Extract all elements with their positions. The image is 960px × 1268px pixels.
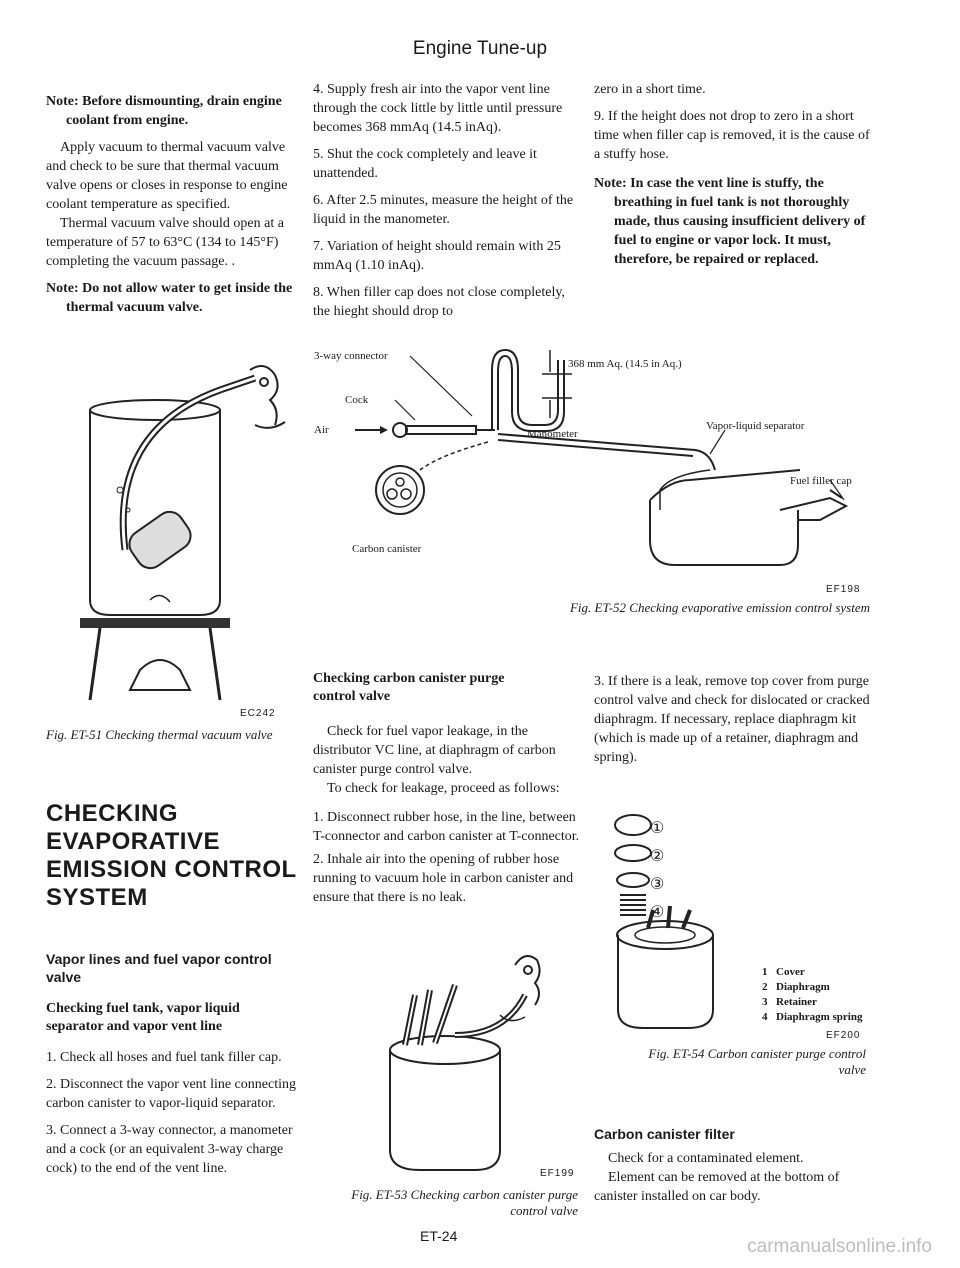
step-2-inhale-air: 2. Inhale air into the opening of rubber hose running to vacuum hole in carbon canister and ensure that there is no leak. [313, 852, 574, 905]
figure-caption-et54: Fig. ET-54 Carbon canister purge control valve [648, 1046, 866, 1077]
page-header-title: Engine Tune-up [412, 38, 548, 59]
parts-legend [762, 965, 863, 1025]
figure-caption-et51: Fig. ET-51 Checking thermal vacuum valve [46, 727, 273, 742]
label-carbon-canister: Carbon canister [352, 543, 422, 555]
step-3-leak-remove-cover: 3. If there is a leak, remove top cover from purge control valve and check for dislocated or cracked diaphragm. If necessary, replace diaphragm kit (which is made up of a retainer, diaphragm and spring). [594, 674, 870, 765]
step-8-filler-cap: 8. When filler cap does not close completely, the hieght should drop to [313, 285, 565, 319]
label-cock: Cock [345, 394, 369, 406]
step-7-variation: 7. Variation of height should remain with 25 mmAq (1.10 inAq). [313, 239, 561, 273]
column-right-bottom [594, 1125, 870, 1214]
subheading-vapor-lines: Vapor lines and fuel vapor control valve [46, 951, 272, 985]
figure-code-ec242: EC242 [240, 708, 276, 719]
label-manometer: Manometer [527, 428, 578, 440]
legend-item-diaphragm-spring: 4 Diaphragm spring [762, 1011, 863, 1023]
figure-code-ef199: EF199 [540, 1168, 575, 1179]
paragraph-element-removal: Element can be removed at the bottom of canister installed on car body. [594, 1170, 840, 1204]
step-2-disconnect: 2. Disconnect the vapor vent line connecting carbon canister to vapor-liquid separator. [46, 1077, 296, 1111]
figure-thermal-vacuum-valve [50, 370, 300, 700]
callout-1: ① [650, 820, 665, 837]
step-5-shut-cock: 5. Shut the cock completely and leave it unattended. [313, 147, 537, 181]
figure-code-ef200: EF200 [826, 1030, 861, 1041]
callout-3: ③ [650, 876, 665, 893]
legend-item-diaphragm: 2 Diaphragm [762, 981, 830, 993]
figure-caption-et53: Fig. ET-53 Checking carbon canister purge control valve [351, 1187, 578, 1218]
column-right-lower [594, 672, 870, 775]
callouts-parts [650, 815, 690, 927]
step-1-disconnect-rubber-hose: 1. Disconnect rubber hose, in the line, between T-connector and carbon canister at T-connector. [313, 810, 580, 844]
label-fuel-filler-cap: Fuel filler cap [790, 475, 852, 487]
subheading-checking-fuel-tank: Checking fuel tank, vapor liquid separator and vapor vent line [46, 1001, 240, 1034]
label-pressure-368: 368 mm Aq. (14.5 in Aq.) [568, 358, 682, 370]
step-4-supply-air: 4. Supply fresh air into the vapor vent line through the cock little by little until pressure becomes 368 mmAq (14.5 inAq). [313, 82, 563, 135]
watermark: carmanualsonline.info [747, 1236, 932, 1257]
note-drain-coolant: Note: Before dismounting, drain engine coolant from engine. [46, 94, 282, 128]
paragraph-proceed: To check for leakage, proceed as follows: [327, 781, 560, 796]
figure-checking-canister [375, 955, 545, 1175]
label-3way-connector: 3-way connector [314, 350, 388, 362]
legend-item-cover: 1 Cover [762, 966, 805, 978]
label-air: Air [314, 424, 329, 436]
callout-4: ④ [650, 904, 665, 921]
paragraph-valve-open-temp: Thermal vacuum valve should open at a temperature of 57 to 63°C (134 to 145°F) completing the vacuum passage. . [46, 216, 284, 269]
section-title-text: CHECKING EVAPORATIVE EMISSION CONTROL SYSTEM [46, 800, 297, 911]
figure-code-ef198: EF198 [826, 584, 861, 595]
step-6-measure: 6. After 2.5 minutes, measure the height of the liquid in the manometer. [313, 193, 574, 227]
legend-item-retainer: 3 Retainer [762, 996, 817, 1008]
column-left-lower [46, 950, 298, 1186]
paragraph-fuel-vapor-leakage: Check for fuel vapor leakage, in the distributor VC line, at diaphragm of carbon canister purge control valve. [313, 724, 556, 777]
label-vapor-liquid-separator: Vapor-liquid separator [706, 420, 805, 432]
step-9-height-drop: 9. If the height does not drop to zero in a short time when filler cap is removed, it is the cause of a stuffy hose. [594, 109, 870, 162]
column-middle-top [313, 80, 581, 329]
paragraph-contaminated-element: Check for a contaminated element. [608, 1151, 804, 1166]
step-3-connect: 3. Connect a 3-way connector, a manometer and a cock (or an equivalent 3-way charge cock) to the end of the vent line. [46, 1123, 293, 1176]
note-water: Note: Do not allow water to get inside the thermal vacuum valve. [46, 281, 293, 315]
column-right-top [594, 80, 870, 277]
column-left [46, 92, 298, 325]
section-title-evaporative [46, 800, 301, 912]
column-middle-lower [313, 670, 581, 915]
paragraph-apply-vacuum: Apply vacuum to thermal vacuum valve and check to be sure that thermal vacuum valve opens or closes in response to engine coolant temperature as specified. [46, 140, 288, 212]
subheading-canister-filter: Carbon canister filter [594, 1126, 735, 1142]
text-zero-short-time: zero in a short time. [594, 82, 706, 97]
callout-2: ② [650, 848, 665, 865]
note-vent-line-stuffy: Note: In case the vent line is stuffy, the breathing in fuel tank is not thoroughly made, thus causing insufficient delivery of fuel to engine or vapor lock. It must, therefore, be repaired or replaced. [594, 176, 866, 267]
subheading-purge-control-valve: Checking carbon canister purge control valve [313, 671, 505, 704]
step-1-check-hoses: 1. Check all hoses and fuel tank filler cap. [46, 1050, 282, 1065]
page-number: ET-24 [420, 1228, 458, 1244]
figure-caption-et52: Fig. ET-52 Checking evaporative emission control system [569, 600, 870, 615]
